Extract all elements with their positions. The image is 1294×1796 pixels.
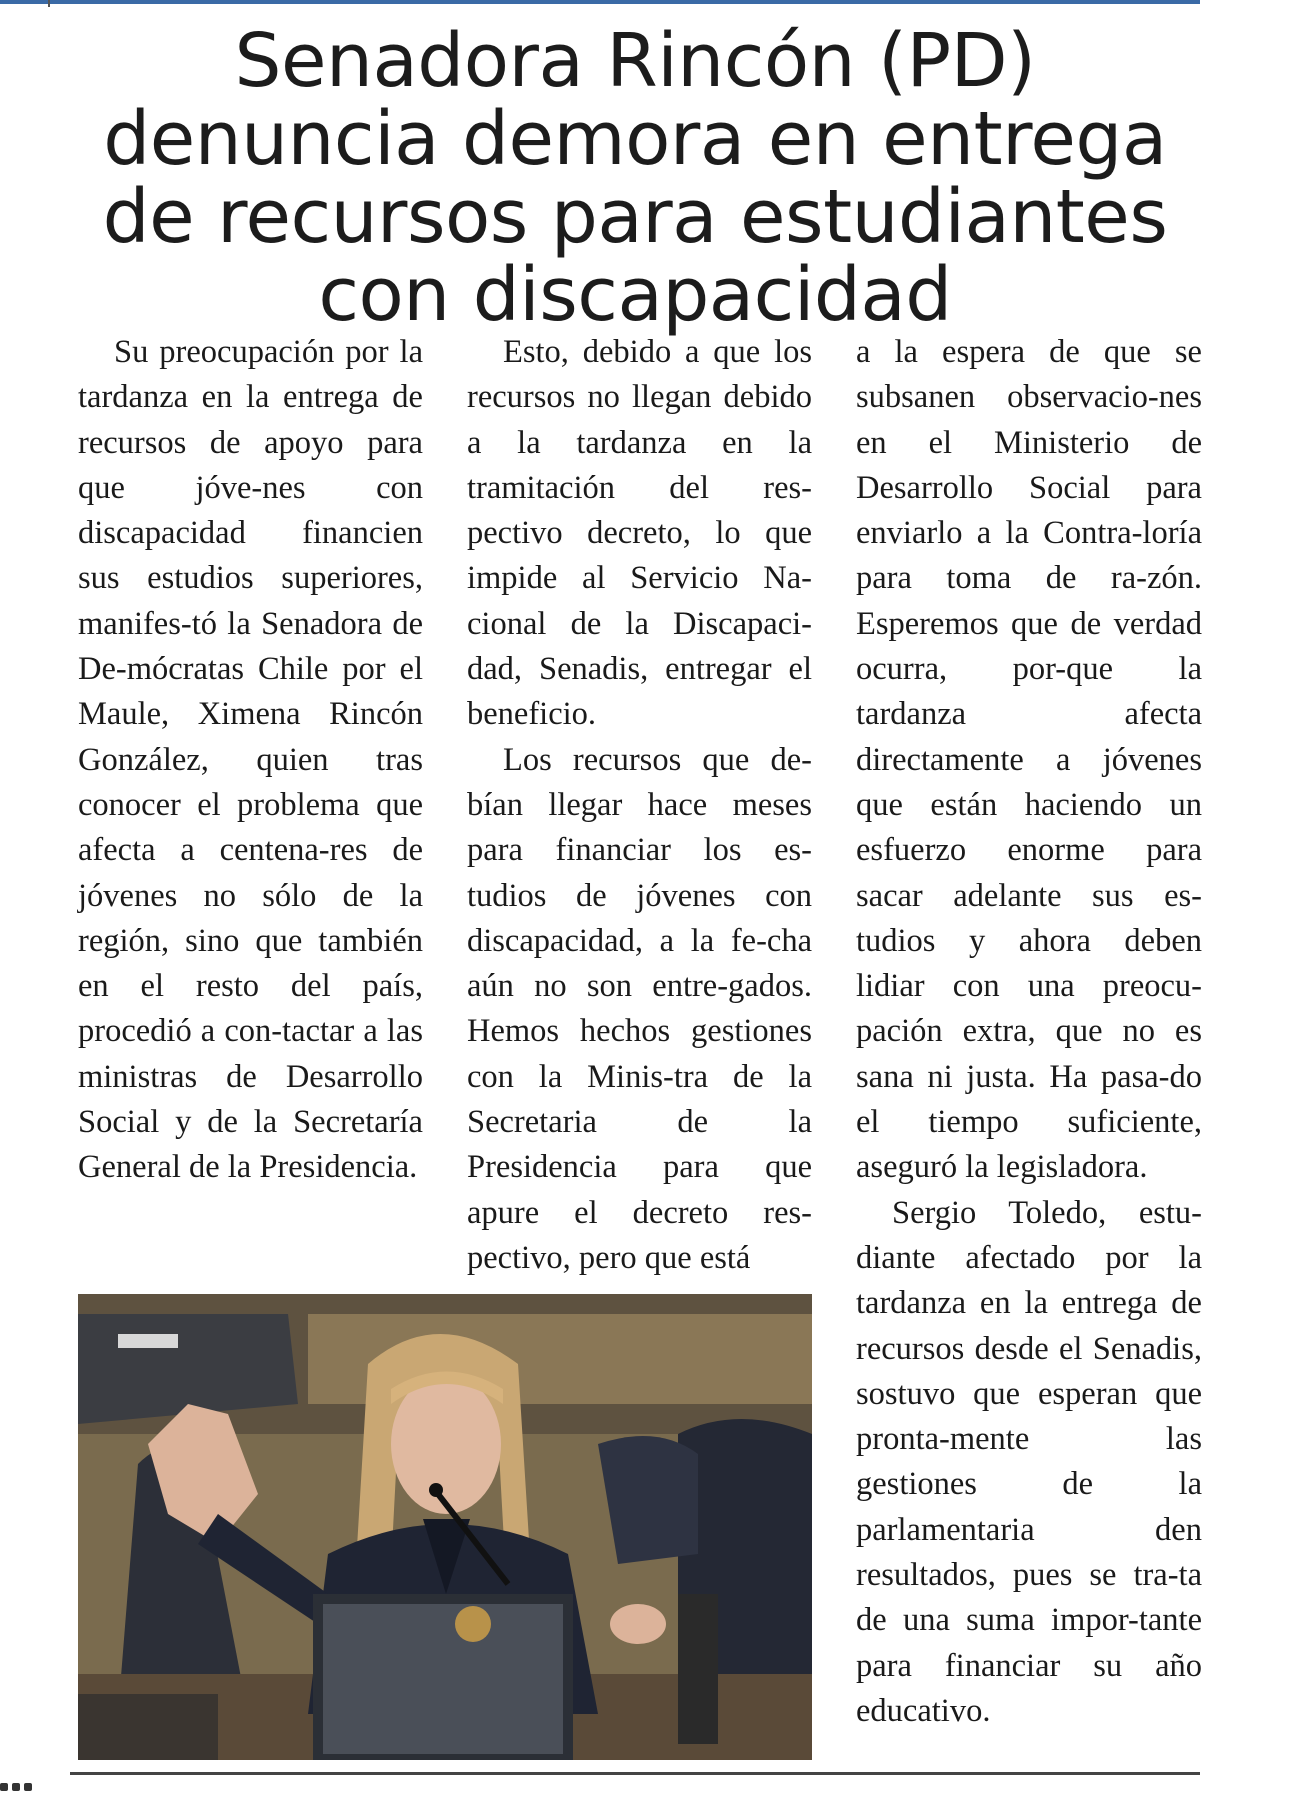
article-column-2 — [467, 330, 812, 1281]
bottom-rule — [70, 1772, 1200, 1775]
article-column-3 — [856, 330, 1202, 1734]
senator-photo — [78, 1294, 812, 1760]
paragraph: Su preocupación por la tardanza en la entrega de recursos de apoyo para que jóve-nes con discapacidad financien sus estudios superiores, manifes-tó la Senadora de De-mócratas Chile por el Maule, Ximena Rincón González, quien tras conocer el problema que afecta a centena-res de jóvenes no sólo de la región, sino que también en el resto del país, procedió a con-tactar a las ministras de Desarrollo Social y de la Secretaría General de la Presidencia. — [78, 334, 423, 1186]
page-mark — [0, 1778, 40, 1790]
paragraph: Sergio Toledo, estu-diante afectado por la tardanza en la entrega de recursos desde el Senadis, sostuvo que esperan que pronta-mente las gestiones de la parlamentaria den resultados, pues se tra-ta de una suma impor-tante para financiar su año educativo. — [856, 1194, 1202, 1729]
paragraph: Esto, debido a que los recursos no llegan debido a la tardanza en la tramitación del res-pectivo decreto, lo que impide al Servicio Na-cional de la Discapaci-dad, Senadis, entregar el beneficio. — [467, 334, 812, 733]
top-tick — [48, 0, 50, 7]
senator-photo-illustration — [78, 1294, 812, 1760]
headline: Senadora Rincón (PD) denuncia demora en entrega de recursos para estudiantes con discapacidad — [102, 18, 1168, 338]
paragraph: Los recursos que de-bían llegar hace meses para financiar los es-tudios de jóvenes con discapacidad, a la fe-cha aún no son entre-gados. Hemos hechos gestiones con la Minis-tra de la Secretaria de la Presidencia para que apure el decreto res-pectivo, pero que está — [467, 741, 812, 1276]
article-column-1 — [78, 330, 423, 1191]
paragraph: a la espera de que se subsanen observacio-nes en el Ministerio de Desarrollo Social para enviarlo a la Contra-loría para toma de ra-zón. Esperemos que de verdad ocurra, por-que la tardanza afecta directamente a jóvenes que están haciendo un esfuerzo enorme para sacar adelante sus es-tudios y ahora deben lidiar con una preocu-pación extra, que no es sana ni justa. Ha pasa-do el tiempo suficiente, aseguró la legisladora. — [856, 334, 1202, 1186]
top-rule — [0, 0, 1200, 4]
